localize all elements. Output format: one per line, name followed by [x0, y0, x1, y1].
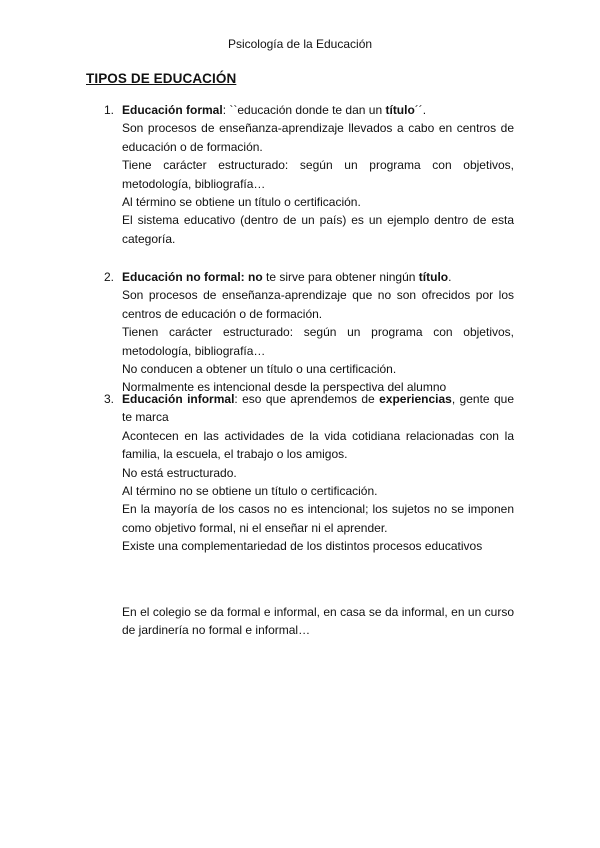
section-lead — [122, 390, 514, 427]
paragraph: Al término no se obtiene un título o certificación. — [122, 484, 378, 499]
section-lead-bold: Educación formal — [122, 103, 223, 117]
section-lead-bold2: experiencias — [379, 392, 452, 406]
paragraph: El sistema educativo (dentro de un país) es un ejemplo dentro de esta categoría. — [122, 213, 514, 246]
section-lead-text: te sirve para obtener ningún — [262, 270, 419, 284]
section-lead-end: ´´. — [414, 103, 427, 117]
paragraph: Normalmente es intencional desde la perspectiva del alumno — [122, 380, 447, 395]
paragraph: Tiene carácter estructurado: según un programa con objetivos, metodología, bibliografía… — [122, 158, 514, 191]
page-header: Psicología de la Educación — [227, 37, 373, 51]
page-title: TIPOS DE EDUCACIÓN — [86, 71, 237, 86]
section-number: 1. — [104, 103, 115, 117]
paragraph: Acontecen en las actividades de la vida cotidiana relacionadas con la familia, la escuela, el trabajo o los amigos. — [122, 428, 514, 462]
section-lead — [122, 101, 514, 119]
section-educacion-no-formal — [104, 268, 514, 397]
section-number: 2. — [104, 270, 115, 284]
paragraph: Al término se obtiene un título o certificación. — [122, 195, 361, 210]
section-lead-text: : ``educación donde te dan un — [222, 103, 386, 117]
paragraph: Son procesos de enseñanza-aprendizaje llevados a cabo en centros de educación o de formación. — [122, 121, 514, 154]
paragraph: No conducen a obtener un título o una certificación. — [122, 362, 397, 377]
paragraph: Existe una complementariedad de los distintos procesos educativos — [122, 539, 483, 554]
section-lead — [122, 268, 514, 286]
section-educacion-informal — [104, 390, 514, 556]
section-number: 3. — [104, 392, 115, 406]
paragraph: En la mayoría de los casos no es intencional; los sujetos no se imponen como objetivo formal, ni el enseñar ni el aprender. — [122, 502, 514, 535]
section-lead-bold: Educación no formal: no — [122, 270, 263, 284]
section-lead-text: : eso que aprendemos de — [234, 392, 380, 406]
paragraph: Son procesos de enseñanza-aprendizaje que no son ofrecidos por los centros de educación o de formación. — [122, 288, 514, 321]
section-lead-end: . — [448, 270, 452, 284]
section-lead-bold2: título — [418, 270, 449, 284]
section-educacion-formal — [104, 101, 514, 248]
paragraph: No está estructurado. — [122, 465, 237, 480]
closing-paragraph: En el colegio se da formal e informal, en casa se da informal, en un curso de jardinería no formal e informal… — [122, 605, 514, 638]
section-lead-bold2: título — [385, 103, 415, 117]
paragraph: Tienen carácter estructurado: según un programa con objetivos, metodología, bibliografía… — [122, 325, 514, 358]
section-lead-end: , gente que te marca — [122, 392, 514, 425]
section-lead-bold: Educación informal — [122, 392, 235, 406]
